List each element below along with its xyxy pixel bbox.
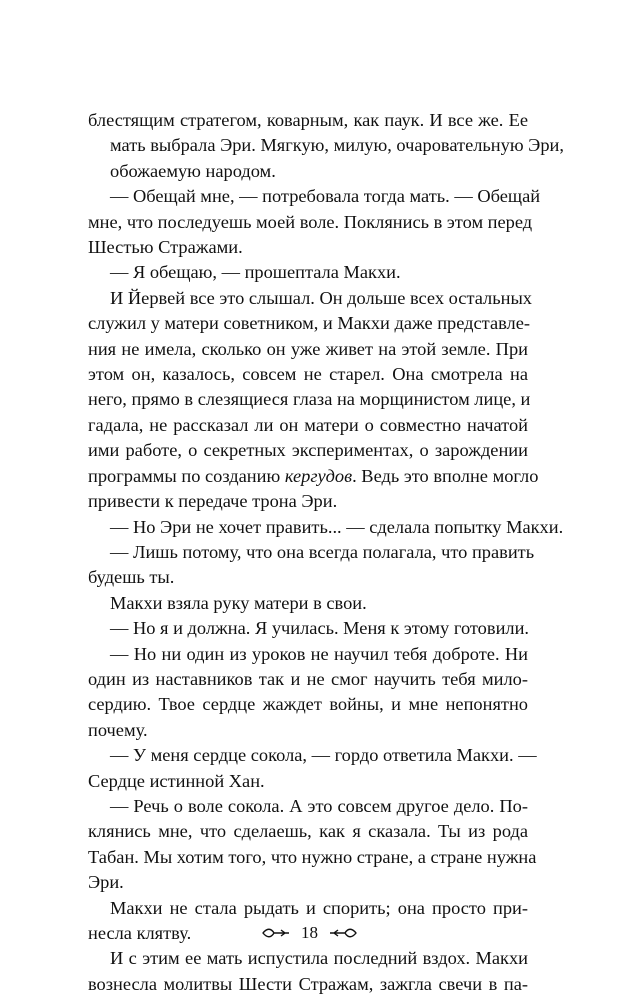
- paragraph: [88, 286, 539, 515]
- italic-term: кергудов: [284, 465, 353, 486]
- paragraph: [88, 616, 528, 641]
- text-line: почему.: [88, 719, 148, 740]
- paragraph: [88, 540, 535, 591]
- text-line: обожаемую народом.: [110, 160, 276, 181]
- text-line: него, прямо в слезящиеся глаза на морщинистом лице, и: [88, 389, 531, 410]
- text-line: этом он, казалось, совсем не старел. Она смотрела на: [88, 364, 528, 385]
- left-ornament-icon: [261, 926, 291, 940]
- text-line: Табан. Мы хотим того, что нужно стране, а стране нужна: [88, 846, 537, 867]
- text-line: И Йервей все это слышал. Он дольше всех остальных: [110, 287, 533, 308]
- page-footer: [0, 922, 619, 943]
- page-number: 18: [301, 923, 318, 943]
- text-line: Макхи взяла руку матери в свои.: [110, 592, 367, 613]
- text-line: блестящим стратегом, коварным, как паук. И все же. Ее: [88, 110, 528, 130]
- text-line: вознесла молитвы Шести Стражам, зажгла свечи в па-: [88, 973, 528, 994]
- text-line: Шестью Стражами.: [88, 237, 243, 258]
- text-line: — Я обещаю, — прошептала Макхи.: [110, 262, 401, 283]
- text-line: — Обещай мне, — потребовала тогда мать. — Обещай: [110, 186, 541, 207]
- text-line: Макхи не стала рыдать и спорить; она просто при-: [110, 897, 528, 918]
- text-line: — Но ни один из уроков не научил тебя доброте. Ни: [110, 643, 528, 664]
- text-line: Сердце истинной Хан.: [88, 770, 265, 791]
- text-line: будешь ты.: [88, 567, 175, 588]
- paragraph: [88, 260, 528, 285]
- text-line: гадала, не рассказал ли он матери о совместно начатой: [88, 414, 528, 435]
- paragraph: [88, 642, 528, 744]
- text-line: сердию. Твое сердце жаждет войны, и мне непонятно: [88, 694, 528, 715]
- paragraph: [88, 184, 541, 260]
- text-line-with-italic: программы по созданию кергудов. Ведь это вполне могло: [88, 465, 539, 486]
- text-line: один из наставников так и не смог научить тебя мило-: [88, 668, 528, 689]
- body-text: [88, 108, 564, 997]
- paragraph: [88, 794, 537, 896]
- text-line: ния не имела, сколько он уже живет на этой земле. При: [88, 338, 528, 359]
- right-ornament-icon: [328, 926, 358, 940]
- text-line: Эри.: [88, 872, 124, 893]
- text-line: — Лишь потому, что она всегда полагала, что править: [110, 541, 535, 562]
- paragraph: [88, 743, 537, 794]
- text-line: — У меня сердце сокола, — гордо ответила Макхи. —: [110, 745, 537, 766]
- text-line: И с этим ее мать испустила последний вздох. Макхи: [110, 948, 528, 969]
- paragraph: [88, 515, 564, 540]
- paragraph: [88, 591, 528, 616]
- text-line: мать выбрала Эри. Мягкую, милую, очаровательную Эри,: [110, 135, 564, 156]
- paragraph: [88, 108, 564, 184]
- text-line: — Но я и должна. Я училась. Меня к этому готовили.: [110, 618, 530, 639]
- text-line: привести к передаче трона Эри.: [88, 491, 338, 512]
- paragraph: [88, 946, 528, 997]
- text-line: несла клятву.: [88, 923, 192, 943]
- text-line: клянись мне, что сделаешь, как я сказала. Ты из рода: [88, 821, 528, 842]
- text-line: ими работе, о секретных экспериментах, о зарождении: [88, 440, 528, 461]
- text-line: мне, что последуешь моей воле. Поклянись в этом перед: [88, 211, 533, 232]
- text-line: служил у матери советником, и Макхи даже представле-: [88, 313, 531, 334]
- text-line: — Но Эри не хочет править... — сделала попытку Макхи.: [110, 516, 564, 537]
- text-line: — Речь о воле сокола. А это совсем другое дело. По-: [110, 795, 528, 816]
